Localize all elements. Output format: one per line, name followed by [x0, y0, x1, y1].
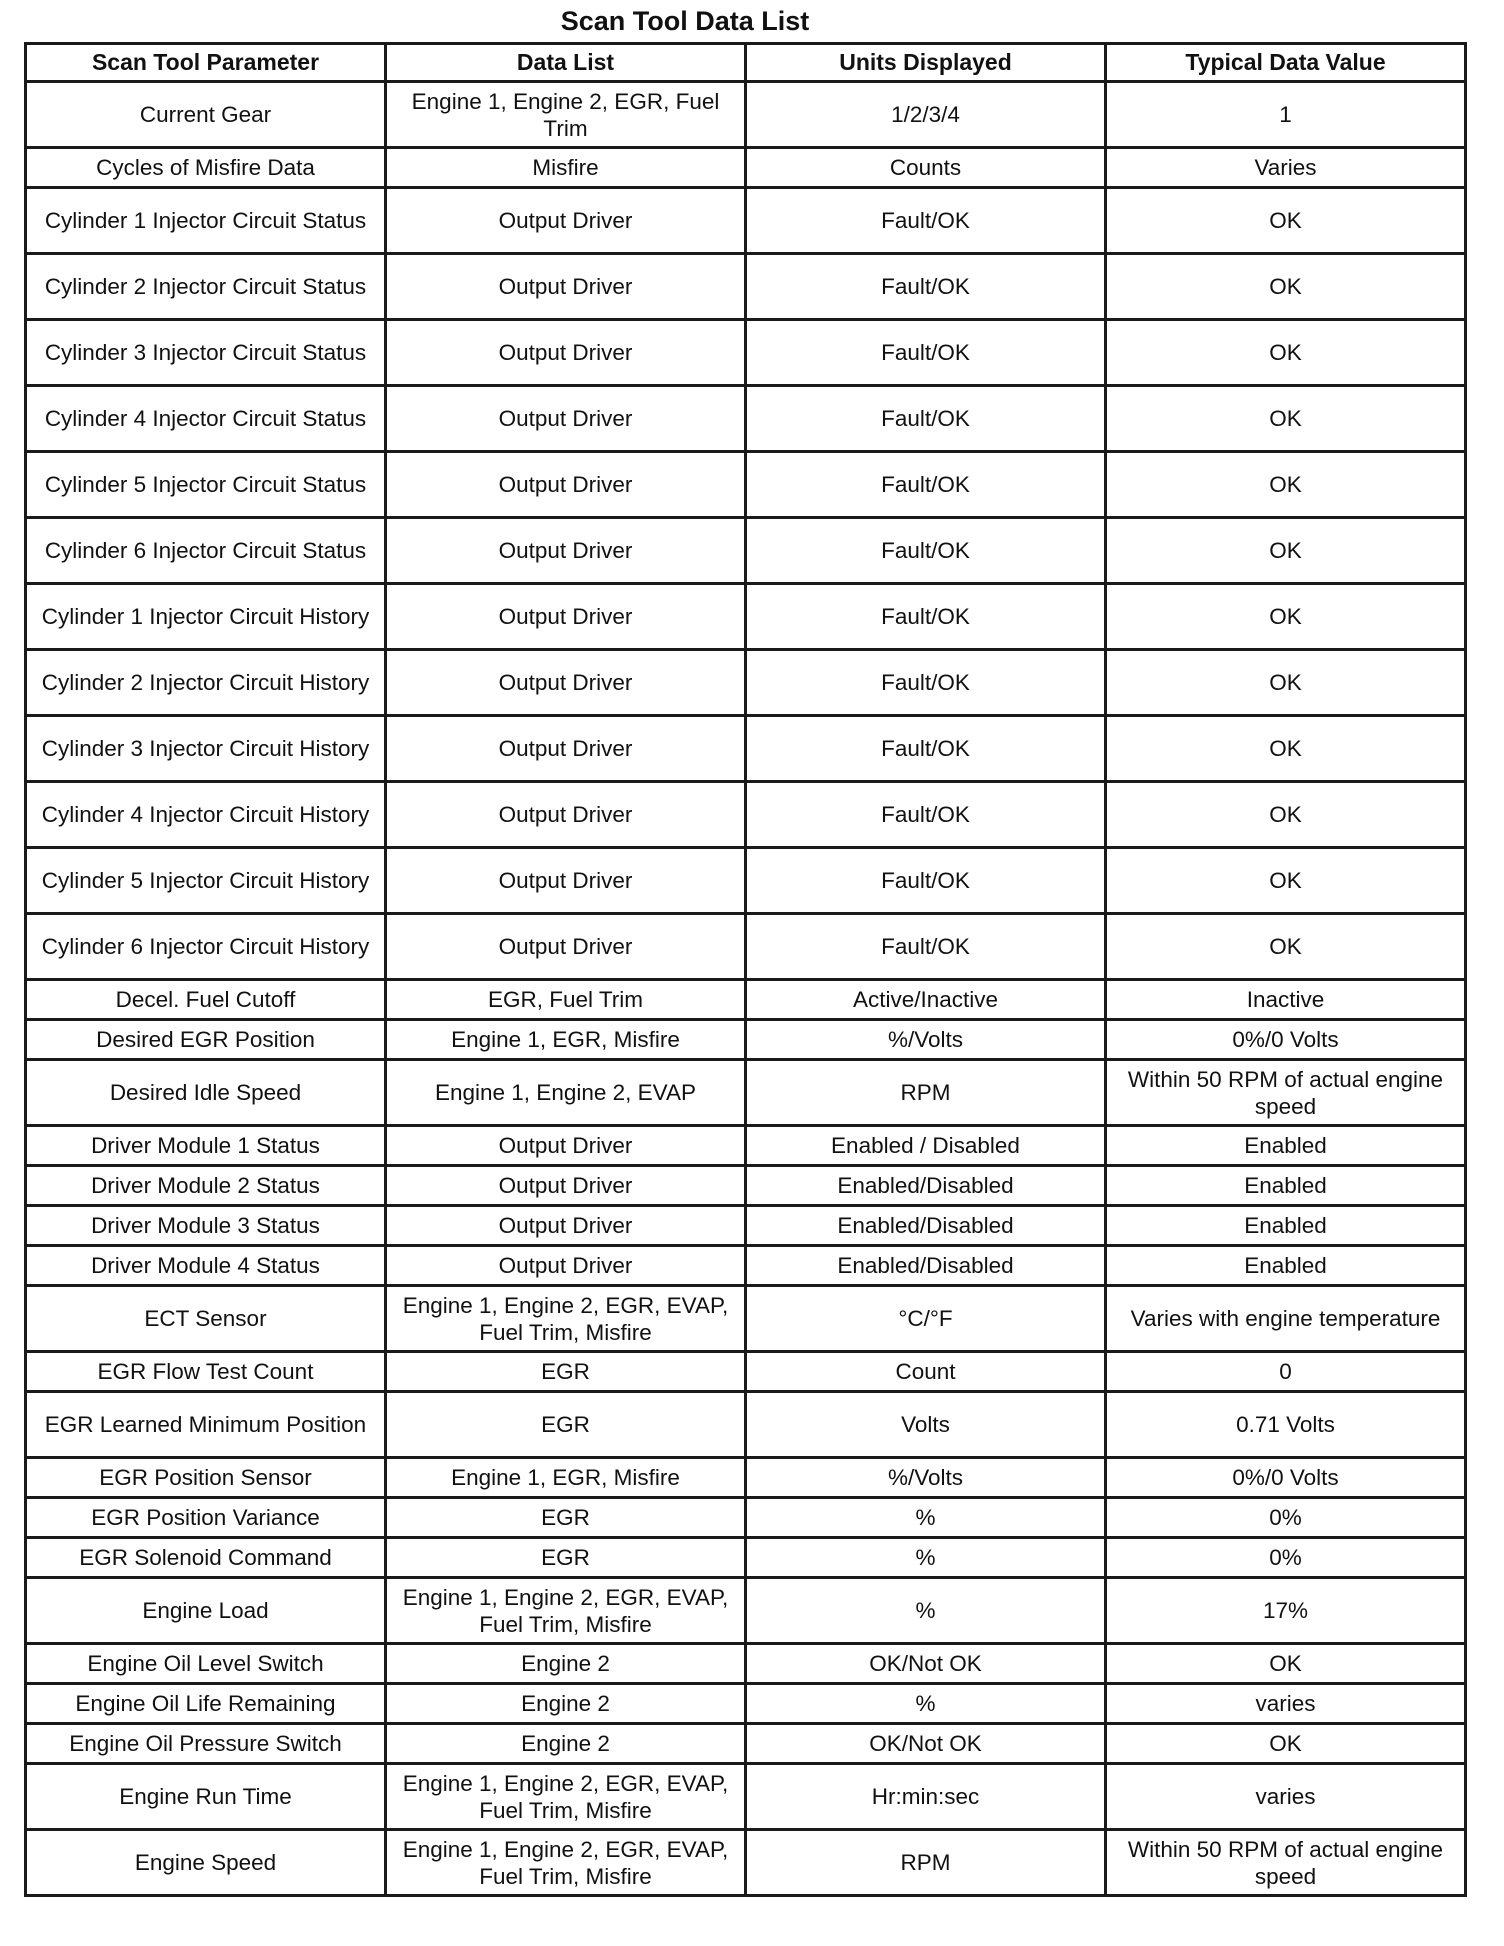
header-scan-tool-parameter: Scan Tool Parameter	[26, 44, 386, 82]
data-list-cell: Output Driver	[386, 716, 746, 782]
table-row	[26, 716, 1466, 782]
table-row	[26, 1764, 1466, 1830]
typical-value-cell: OK	[1106, 584, 1466, 650]
typical-value-cell: Inactive	[1106, 980, 1466, 1020]
typical-value-cell: 0%	[1106, 1538, 1466, 1578]
units-cell: Count	[746, 1352, 1106, 1392]
data-list-cell: Engine 2	[386, 1724, 746, 1764]
table-row	[26, 82, 1466, 148]
table-row	[26, 188, 1466, 254]
typical-value-cell: 0.71 Volts	[1106, 1392, 1466, 1458]
typical-value-cell: OK	[1106, 650, 1466, 716]
units-cell: %/Volts	[746, 1020, 1106, 1060]
header-data-list: Data List	[386, 44, 746, 82]
parameter-cell: Cylinder 2 Injector Circuit Status	[26, 254, 386, 320]
units-cell: Fault/OK	[746, 848, 1106, 914]
units-cell: Fault/OK	[746, 386, 1106, 452]
table-row	[26, 254, 1466, 320]
typical-value-cell: 0%/0 Volts	[1106, 1458, 1466, 1498]
data-list-cell: Output Driver	[386, 848, 746, 914]
parameter-cell: Cylinder 5 Injector Circuit History	[26, 848, 386, 914]
data-list-cell: Output Driver	[386, 782, 746, 848]
parameter-cell: Current Gear	[26, 82, 386, 148]
parameter-cell: Cylinder 1 Injector Circuit History	[26, 584, 386, 650]
typical-value-cell: 0%	[1106, 1498, 1466, 1538]
parameter-cell: Engine Load	[26, 1578, 386, 1644]
data-list-cell: Output Driver	[386, 584, 746, 650]
units-cell: Volts	[746, 1392, 1106, 1458]
typical-value-cell: Enabled	[1106, 1126, 1466, 1166]
units-cell: Fault/OK	[746, 518, 1106, 584]
table-row	[26, 1126, 1466, 1166]
data-list-cell: EGR	[386, 1352, 746, 1392]
typical-value-cell: OK	[1106, 320, 1466, 386]
parameter-cell: EGR Position Variance	[26, 1498, 386, 1538]
parameter-cell: EGR Learned Minimum Position	[26, 1392, 386, 1458]
typical-value-cell: varies	[1106, 1764, 1466, 1830]
data-list-cell: Output Driver	[386, 254, 746, 320]
units-cell: RPM	[746, 1060, 1106, 1126]
table-row	[26, 1060, 1466, 1126]
parameter-cell: Cylinder 2 Injector Circuit History	[26, 650, 386, 716]
typical-value-cell: OK	[1106, 1644, 1466, 1684]
parameter-cell: Desired Idle Speed	[26, 1060, 386, 1126]
typical-value-cell: OK	[1106, 452, 1466, 518]
typical-value-cell: 0	[1106, 1352, 1466, 1392]
data-list-cell: Engine 1, Engine 2, EVAP	[386, 1060, 746, 1126]
data-list-cell: EGR, Fuel Trim	[386, 980, 746, 1020]
data-list-cell: Output Driver	[386, 452, 746, 518]
table-row	[26, 1392, 1466, 1458]
units-cell: Fault/OK	[746, 914, 1106, 980]
data-list-cell: Engine 1, EGR, Misfire	[386, 1020, 746, 1060]
data-list-cell: EGR	[386, 1538, 746, 1578]
parameter-cell: Engine Oil Level Switch	[26, 1644, 386, 1684]
parameter-cell: Driver Module 2 Status	[26, 1166, 386, 1206]
units-cell: Enabled / Disabled	[746, 1126, 1106, 1166]
data-list-cell: Engine 1, Engine 2, EGR, EVAP, Fuel Trim, Misfire	[386, 1764, 746, 1830]
units-cell: RPM	[746, 1830, 1106, 1896]
parameter-cell: EGR Flow Test Count	[26, 1352, 386, 1392]
table-row	[26, 1020, 1466, 1060]
typical-value-cell: OK	[1106, 386, 1466, 452]
data-list-cell: Output Driver	[386, 1246, 746, 1286]
table-row	[26, 320, 1466, 386]
units-cell: Fault/OK	[746, 716, 1106, 782]
table-row	[26, 980, 1466, 1020]
data-list-cell: Engine 1, Engine 2, EGR, EVAP, Fuel Trim, Misfire	[386, 1286, 746, 1352]
typical-value-cell: OK	[1106, 188, 1466, 254]
units-cell: Fault/OK	[746, 188, 1106, 254]
parameter-cell: Driver Module 3 Status	[26, 1206, 386, 1246]
typical-value-cell: OK	[1106, 1724, 1466, 1764]
typical-value-cell: 0%/0 Volts	[1106, 1020, 1466, 1060]
typical-value-cell: Varies with engine temperature	[1106, 1286, 1466, 1352]
parameter-cell: Cylinder 3 Injector Circuit History	[26, 716, 386, 782]
data-list-cell: Engine 2	[386, 1644, 746, 1684]
units-cell: %/Volts	[746, 1458, 1106, 1498]
parameter-cell: Desired EGR Position	[26, 1020, 386, 1060]
parameter-cell: Cylinder 4 Injector Circuit Status	[26, 386, 386, 452]
typical-value-cell: OK	[1106, 518, 1466, 584]
typical-value-cell: varies	[1106, 1684, 1466, 1724]
typical-value-cell: 1	[1106, 82, 1466, 148]
parameter-cell: Cylinder 4 Injector Circuit History	[26, 782, 386, 848]
units-cell: Active/Inactive	[746, 980, 1106, 1020]
parameter-cell: Engine Speed	[26, 1830, 386, 1896]
table-row	[26, 1684, 1466, 1724]
units-cell: OK/Not OK	[746, 1644, 1106, 1684]
table-row	[26, 1578, 1466, 1644]
units-cell: %	[746, 1578, 1106, 1644]
table-row	[26, 782, 1466, 848]
units-cell: 1/2/3/4	[746, 82, 1106, 148]
typical-value-cell: Within 50 RPM of actual engine speed	[1106, 1060, 1466, 1126]
units-cell: Hr:min:sec	[746, 1764, 1106, 1830]
table-row	[26, 584, 1466, 650]
parameter-cell: Driver Module 4 Status	[26, 1246, 386, 1286]
data-list-cell: Engine 2	[386, 1684, 746, 1724]
table-row	[26, 1538, 1466, 1578]
data-list-cell: Engine 1, Engine 2, EGR, EVAP, Fuel Trim, Misfire	[386, 1578, 746, 1644]
units-cell: OK/Not OK	[746, 1724, 1106, 1764]
parameter-cell: Decel. Fuel Cutoff	[26, 980, 386, 1020]
units-cell: °C/°F	[746, 1286, 1106, 1352]
units-cell: Fault/OK	[746, 650, 1106, 716]
page-title: Scan Tool Data List	[560, 6, 810, 36]
data-list-cell: Output Driver	[386, 650, 746, 716]
data-list-cell: Output Driver	[386, 1126, 746, 1166]
table-row	[26, 452, 1466, 518]
typical-value-cell: OK	[1106, 782, 1466, 848]
typical-value-cell: OK	[1106, 254, 1466, 320]
units-cell: Fault/OK	[746, 452, 1106, 518]
data-list-cell: Engine 1, Engine 2, EGR, Fuel Trim	[386, 82, 746, 148]
parameter-cell: Cylinder 6 Injector Circuit History	[26, 914, 386, 980]
table-row	[26, 1724, 1466, 1764]
data-list-cell: Misfire	[386, 148, 746, 188]
header-row	[26, 44, 1466, 82]
units-cell: Fault/OK	[746, 584, 1106, 650]
scan-tool-data-table	[24, 42, 1467, 1897]
header-units-displayed: Units Displayed	[746, 44, 1106, 82]
parameter-cell: Cylinder 6 Injector Circuit Status	[26, 518, 386, 584]
units-cell: Fault/OK	[746, 782, 1106, 848]
table-row	[26, 914, 1466, 980]
table-row	[26, 1830, 1466, 1896]
typical-value-cell: Varies	[1106, 148, 1466, 188]
table-row	[26, 1644, 1466, 1684]
parameter-cell: EGR Position Sensor	[26, 1458, 386, 1498]
typical-value-cell: Enabled	[1106, 1246, 1466, 1286]
parameter-cell: Engine Oil Life Remaining	[26, 1684, 386, 1724]
units-cell: Counts	[746, 148, 1106, 188]
typical-value-cell: Within 50 RPM of actual engine speed	[1106, 1830, 1466, 1896]
units-cell: Fault/OK	[746, 320, 1106, 386]
table-row	[26, 1246, 1466, 1286]
table-row	[26, 848, 1466, 914]
typical-value-cell: OK	[1106, 848, 1466, 914]
table-row	[26, 386, 1466, 452]
data-list-cell: Output Driver	[386, 386, 746, 452]
data-list-cell: EGR	[386, 1392, 746, 1458]
parameter-cell: ECT Sensor	[26, 1286, 386, 1352]
units-cell: %	[746, 1498, 1106, 1538]
parameter-cell: Driver Module 1 Status	[26, 1126, 386, 1166]
table-row	[26, 518, 1466, 584]
table-row	[26, 650, 1466, 716]
parameter-cell: Engine Run Time	[26, 1764, 386, 1830]
units-cell: %	[746, 1538, 1106, 1578]
table-row	[26, 1206, 1466, 1246]
parameter-cell: Cylinder 1 Injector Circuit Status	[26, 188, 386, 254]
data-list-cell: Output Driver	[386, 320, 746, 386]
parameter-cell: Engine Oil Pressure Switch	[26, 1724, 386, 1764]
typical-value-cell: OK	[1106, 914, 1466, 980]
units-cell: Enabled/Disabled	[746, 1166, 1106, 1206]
typical-value-cell: 17%	[1106, 1578, 1466, 1644]
data-list-cell: Output Driver	[386, 188, 746, 254]
parameter-cell: Cycles of Misfire Data	[26, 148, 386, 188]
table-row	[26, 1458, 1466, 1498]
units-cell: %	[746, 1684, 1106, 1724]
units-cell: Enabled/Disabled	[746, 1246, 1106, 1286]
parameter-cell: Cylinder 5 Injector Circuit Status	[26, 452, 386, 518]
header-typical-data-value: Typical Data Value	[1106, 44, 1466, 82]
data-list-cell: Output Driver	[386, 1166, 746, 1206]
typical-value-cell: Enabled	[1106, 1206, 1466, 1246]
units-cell: Fault/OK	[746, 254, 1106, 320]
typical-value-cell: OK	[1106, 716, 1466, 782]
data-list-cell: Output Driver	[386, 914, 746, 980]
data-list-cell: EGR	[386, 1498, 746, 1538]
table-row	[26, 1286, 1466, 1352]
data-list-cell: Output Driver	[386, 1206, 746, 1246]
parameter-cell: EGR Solenoid Command	[26, 1538, 386, 1578]
units-cell: Enabled/Disabled	[746, 1206, 1106, 1246]
data-list-cell: Engine 1, EGR, Misfire	[386, 1458, 746, 1498]
table-row	[26, 1352, 1466, 1392]
data-list-cell: Output Driver	[386, 518, 746, 584]
table-row	[26, 148, 1466, 188]
table-row	[26, 1166, 1466, 1206]
table-row	[26, 1498, 1466, 1538]
data-list-cell: Engine 1, Engine 2, EGR, EVAP, Fuel Trim, Misfire	[386, 1830, 746, 1896]
typical-value-cell: Enabled	[1106, 1166, 1466, 1206]
parameter-cell: Cylinder 3 Injector Circuit Status	[26, 320, 386, 386]
